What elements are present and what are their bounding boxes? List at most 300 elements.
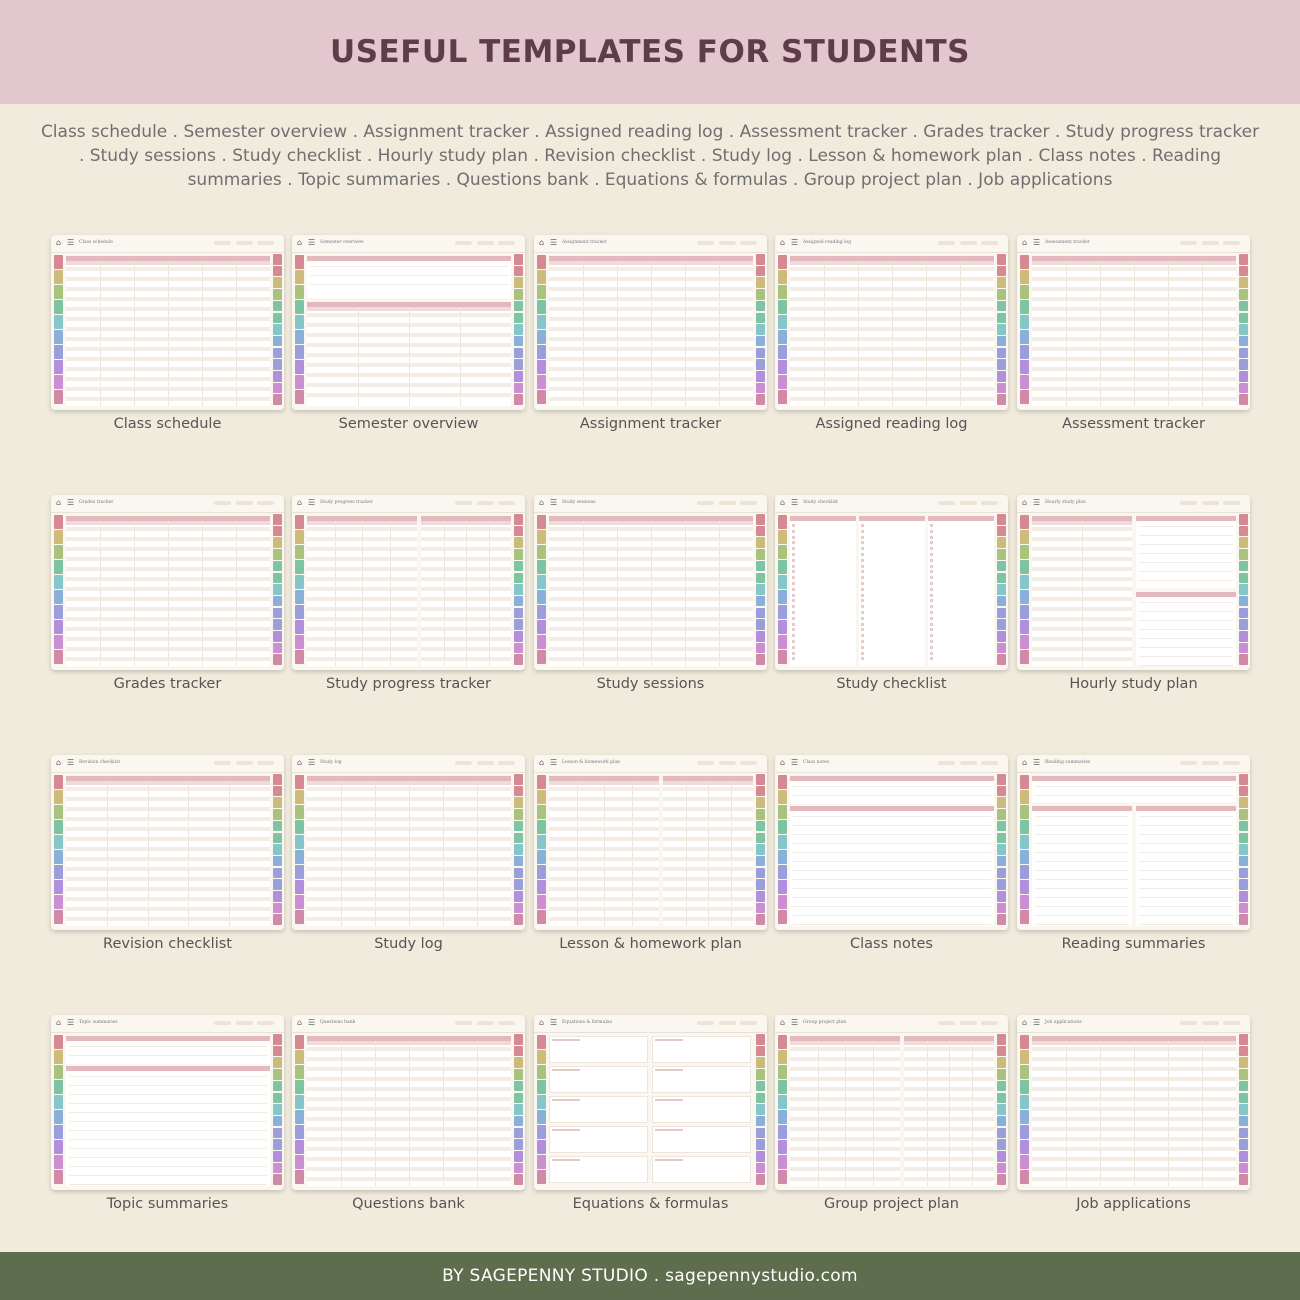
month-tab [1239,526,1248,537]
color-tab [778,1125,787,1139]
template-thumbnail[interactable] [292,755,525,930]
color-tab [295,515,304,529]
table-row [66,907,270,911]
left-tab-strip [778,1035,787,1185]
month-tab [514,608,523,619]
color-tab [1020,1095,1029,1109]
template-thumbnail[interactable] [51,235,284,410]
formula-box [652,1066,751,1093]
list-icon: ☰ [67,1018,75,1027]
template-caption: Study sessions [596,676,705,692]
nav-pill [981,501,998,505]
table-row [66,807,270,811]
checkbox-icon [861,617,864,620]
month-tab [756,821,765,832]
color-tab [537,270,546,284]
thumbnail-toolbar [1017,235,1250,253]
checkbox-icon [861,565,864,568]
list-icon: ☰ [308,498,316,507]
template-card[interactable] [775,235,1008,445]
table-row [66,847,270,851]
month-tab [997,526,1006,537]
template-caption: Assigned reading log [815,416,968,432]
color-tab [54,545,63,559]
template-thumbnail[interactable] [51,1015,284,1190]
month-tab [514,526,523,537]
left-tab-strip [54,255,63,405]
color-tab [295,560,304,574]
template-caption: Semester overview [338,416,479,432]
template-thumbnail[interactable] [534,1015,767,1190]
color-tab [1020,1170,1029,1184]
month-tab [273,914,282,925]
nav-pill [257,501,274,505]
color-tab [1020,910,1029,924]
column-divider [685,521,686,666]
month-tab [514,619,523,630]
note-line [1035,924,1129,925]
color-tab [295,775,304,789]
column-divider [583,521,584,666]
month-tab [997,537,1006,548]
month-tab [514,277,523,288]
color-tab [54,605,63,619]
color-tab [778,560,787,574]
month-tab [997,844,1006,855]
checkbox-icon [930,594,933,597]
month-tab [997,1034,1006,1045]
thumbnail-title: Assignment tracker [562,240,607,245]
month-tab [514,537,523,548]
checklist-panel [790,516,856,666]
template-caption: Class schedule [113,416,222,432]
thumbnail-toolbar [534,1015,767,1033]
color-tab [537,850,546,864]
color-tab [1020,805,1029,819]
month-tab [273,254,282,265]
box-label [655,1069,683,1071]
month-tab [273,1139,282,1150]
template-card[interactable] [534,235,767,445]
template-caption: Topic summaries [106,1196,229,1212]
nav-pill [1180,1021,1197,1025]
template-thumbnail[interactable] [534,495,767,670]
note-line [69,1112,267,1113]
right-tab-strip [514,254,523,406]
month-tab [756,561,765,572]
color-tab [295,285,304,299]
template-card[interactable] [51,755,284,965]
nav-pill [719,501,736,505]
color-tab [295,820,304,834]
column-divider [892,261,893,406]
nav-pill [477,501,494,505]
nav-pill [697,241,714,245]
thumbnail-toolbar [1017,495,1250,513]
template-card[interactable] [51,495,284,705]
month-tab [273,549,282,560]
checkbox-icon [792,646,795,649]
month-tab [756,254,765,265]
month-tab [756,1069,765,1080]
template-thumbnail[interactable] [775,1015,1008,1190]
thumbnail-title: Study log [320,760,342,765]
table-panel [66,256,270,406]
template-thumbnail[interactable] [51,495,284,670]
nav-pill [981,1021,998,1025]
color-tab [54,895,63,909]
note-line [1035,888,1129,889]
color-tab [778,1170,787,1184]
month-tab [756,266,765,277]
list-icon: ☰ [791,758,799,767]
color-tab [537,1125,546,1139]
month-tab [756,1046,765,1057]
home-icon: ⌂ [297,498,303,507]
month-tab [756,596,765,607]
list-icon: ☰ [308,1018,316,1027]
table-panel [66,776,270,926]
template-card[interactable] [1017,495,1250,705]
checkbox-icon [792,547,795,550]
checkbox-icon [930,536,933,539]
thumbnail-title: Questions bank [320,1020,356,1025]
month-tab [997,514,1006,525]
table-panel [307,776,511,926]
color-tab [54,1050,63,1064]
section-header [790,806,994,811]
color-tab [778,650,787,664]
color-tab [1020,1035,1029,1049]
column-divider [100,521,101,666]
checkbox-icon [930,530,933,533]
nav-pill [214,761,231,765]
template-card[interactable] [534,755,767,965]
checkbox-icon [792,553,795,556]
nav-pill [697,761,714,765]
color-tab [1020,285,1029,299]
month-tab [756,844,765,855]
month-tab [514,313,523,324]
checkbox-icon [930,547,933,550]
list-icon: ☰ [550,498,558,507]
month-tab [1239,891,1248,902]
template-thumbnail[interactable] [1017,755,1250,930]
template-thumbnail[interactable] [534,235,767,410]
checkbox-icon [861,646,864,649]
template-card[interactable] [292,755,525,965]
left-tab-strip [537,775,546,925]
column-divider [188,781,189,926]
note-line [1035,897,1129,898]
checkbox-icon [861,547,864,550]
color-tab [1020,790,1029,804]
color-tab [778,575,787,589]
month-tab [1239,348,1248,359]
month-tab [273,514,282,525]
left-tab-strip [1020,1035,1029,1185]
month-tab [756,1093,765,1104]
month-tab [1239,903,1248,914]
template-thumbnail[interactable] [1017,1015,1250,1190]
color-tab [295,865,304,879]
note-line [1139,535,1233,536]
template-card[interactable] [1017,235,1250,445]
month-tab [1239,786,1248,797]
month-tab [1239,359,1248,370]
month-tab [756,868,765,879]
formula-box [549,1156,648,1183]
home-icon: ⌂ [539,238,545,247]
month-tab [514,1139,523,1150]
right-tab-strip [756,254,765,406]
template-thumbnail[interactable] [292,1015,525,1190]
template-thumbnail[interactable] [51,755,284,930]
template-caption: Group project plan [824,1196,959,1212]
color-tab [778,300,787,314]
column-divider [708,781,709,926]
month-tab [273,774,282,785]
home-icon: ⌂ [780,498,786,507]
nav-pill [477,761,494,765]
table-panel [549,776,659,926]
month-tab [273,1104,282,1115]
color-tab [295,620,304,634]
color-tab [295,650,304,664]
color-tab [54,880,63,894]
template-card[interactable] [292,495,525,705]
color-tab [295,300,304,314]
month-tab [756,654,765,665]
checkbox-icon [930,611,933,614]
color-tab [1020,545,1029,559]
color-tab [778,1155,787,1169]
month-tab [997,774,1006,785]
color-tab [537,330,546,344]
checklist-panel [859,516,925,666]
color-tab [1020,375,1029,389]
template-card[interactable] [775,755,1008,965]
color-tab [295,270,304,284]
color-tab [54,300,63,314]
month-tab [756,1081,765,1092]
template-thumbnail[interactable] [534,755,767,930]
month-tab [273,879,282,890]
section-header [928,516,994,521]
thumbnail-toolbar [775,755,1008,773]
color-tab [778,880,787,894]
table-row [66,797,270,801]
note-line [1139,870,1233,871]
month-tab [997,289,1006,300]
month-tab [273,1093,282,1104]
color-tab [295,1080,304,1094]
color-tab [54,590,63,604]
column-divider [358,307,359,406]
column-divider [686,781,687,926]
left-tab-strip [54,775,63,925]
month-tab [756,1139,765,1150]
month-tab [756,383,765,394]
note-line [310,266,508,267]
month-tab [997,301,1006,312]
color-tab [1020,1065,1029,1079]
month-tab [1239,596,1248,607]
month-tab [997,1128,1006,1139]
note-line [69,1094,267,1095]
color-tab [295,910,304,924]
month-tab [756,324,765,335]
month-tab [1239,584,1248,595]
month-tab [514,324,523,335]
month-tab [756,608,765,619]
note-line [69,1157,267,1158]
table-row [66,867,270,871]
template-card[interactable] [534,1015,767,1225]
month-tab [997,313,1006,324]
month-tab [756,549,765,560]
nav-pill [697,1021,714,1025]
note-line [1139,553,1233,554]
note-line [1035,825,1129,826]
month-tab [514,868,523,879]
nav-pill [981,241,998,245]
section-header [66,1066,270,1071]
note-line [793,852,991,853]
template-card[interactable] [1017,1015,1250,1225]
note-line [793,834,991,835]
table-panel [66,516,270,666]
nav-pill [455,1021,472,1025]
home-icon: ⌂ [1022,238,1028,247]
template-thumbnail[interactable] [775,235,1008,410]
month-tab [1239,797,1248,808]
column-divider [651,521,652,666]
column-divider [375,1041,376,1186]
template-card[interactable] [51,235,284,445]
checkbox-icon [792,652,795,655]
template-card[interactable] [292,235,525,445]
nav-pill [719,1021,736,1025]
month-tab [997,359,1006,370]
page-header [0,0,1300,104]
month-tab [514,1174,523,1185]
template-thumbnail[interactable] [775,495,1008,670]
month-tab [514,833,523,844]
right-tab-strip [997,514,1006,666]
column-divider [1168,261,1169,406]
color-tab [295,1170,304,1184]
checkbox-icon [930,582,933,585]
formula-box [549,1126,648,1153]
month-tab [273,596,282,607]
right-tab-strip [997,254,1006,406]
month-tab [756,914,765,925]
checkbox-icon [861,541,864,544]
right-tab-strip [997,1034,1006,1186]
color-tab [1020,880,1029,894]
month-tab [273,631,282,642]
color-tab [295,255,304,269]
right-tab-strip [273,1034,282,1186]
thumbnail-toolbar [292,755,525,773]
color-tab [1020,835,1029,849]
footer-credit: BY SAGEPENNY STUDIO . sagepennystudio.com [442,1266,858,1286]
table-panel [549,516,753,666]
color-tab [537,1035,546,1049]
template-card[interactable] [775,1015,1008,1225]
template-card[interactable] [1017,755,1250,965]
checkbox-icon [792,565,795,568]
note-line [793,906,991,907]
template-thumbnail[interactable] [775,755,1008,930]
nav-pill [740,501,757,505]
right-tab-strip [997,774,1006,926]
template-card[interactable] [51,1015,284,1225]
home-icon: ⌂ [297,1018,303,1027]
template-thumbnail[interactable] [292,495,525,670]
note-line [1139,816,1233,817]
note-line [1139,526,1233,527]
color-tab [1020,330,1029,344]
color-tab [778,1140,787,1154]
color-tab [778,530,787,544]
template-thumbnail[interactable] [1017,235,1250,410]
template-card[interactable] [534,495,767,705]
thumbnail-toolbar [1017,755,1250,773]
color-tab [778,330,787,344]
month-tab [756,537,765,548]
list-icon: ☰ [1033,238,1041,247]
color-tab [1020,1155,1029,1169]
month-tab [756,1151,765,1162]
month-tab [997,786,1006,797]
column-divider [466,521,467,666]
month-tab [1239,1163,1248,1174]
template-thumbnail[interactable] [292,235,525,410]
nav-pill [498,241,515,245]
month-tab [1239,313,1248,324]
checkbox-icon [792,617,795,620]
month-tab [997,821,1006,832]
color-tab [778,790,787,804]
column-divider [949,1041,950,1186]
template-thumbnail[interactable] [1017,495,1250,670]
home-icon: ⌂ [1022,758,1028,767]
template-card[interactable] [775,495,1008,705]
month-tab [514,1046,523,1057]
color-tab [295,1065,304,1079]
month-tab [273,903,282,914]
note-line [1139,638,1233,639]
checkbox-icon [792,536,795,539]
right-tab-strip [514,514,523,666]
month-tab [1239,1034,1248,1045]
column-divider [236,261,237,406]
checkbox-icon [930,599,933,602]
nav-pill [1202,241,1219,245]
checkbox-icon [861,536,864,539]
color-tab [54,620,63,634]
box-label [655,1099,683,1101]
checkbox-icon [930,559,933,562]
note-line [1139,571,1233,572]
template-card[interactable] [292,1015,525,1225]
month-tab [1239,266,1248,277]
checkbox-icon [861,652,864,655]
column-divider [632,781,633,926]
checkbox-icon [930,646,933,649]
